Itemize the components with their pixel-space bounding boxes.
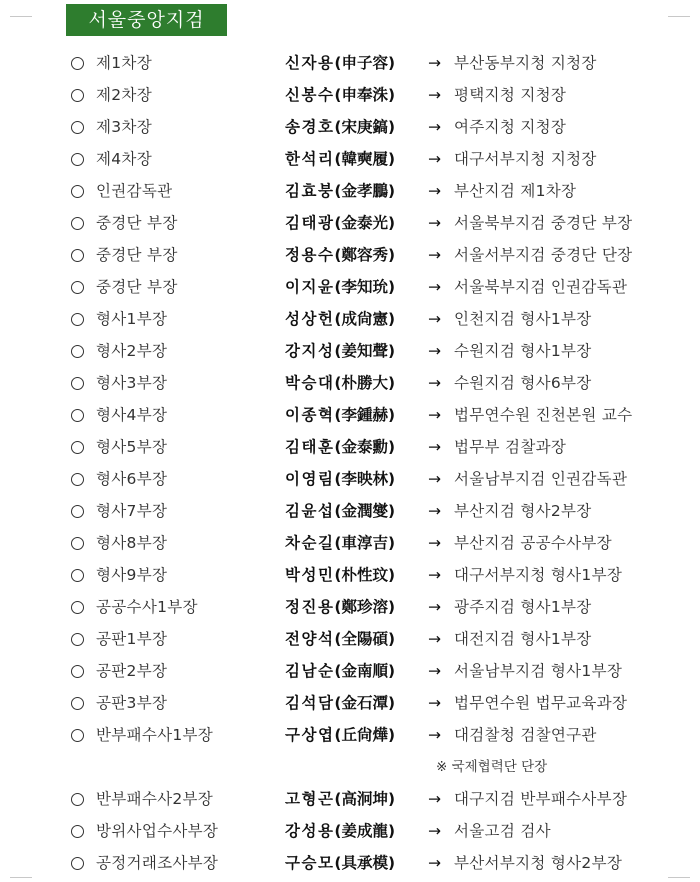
current-position: 형사6부장 [96,470,168,488]
list-item [0,464,700,496]
current-position: 공공수사1부장 [96,598,198,616]
circle-bullet-icon [71,697,84,710]
new-position: 부산서부지청 형사2부장 [454,854,623,872]
circle-bullet-icon [71,249,84,262]
new-position: 서울서부지검 중경단 단장 [454,246,633,264]
person-name-hanja: (李鍾赫) [334,406,396,424]
person-name-hanja: (具承模) [334,854,396,872]
circle-bullet-icon [71,185,84,198]
current-position: 반부패수사1부장 [96,726,214,744]
right-arrow-icon: → [428,182,441,200]
list-item [0,304,700,336]
list-item [0,656,700,688]
right-arrow-icon: → [428,630,441,648]
current-position: 제3차장 [96,118,152,136]
person-name [285,244,395,266]
right-arrow-icon: → [428,598,441,616]
right-arrow-icon: → [428,118,441,136]
person-name-hanja: (朴勝大) [334,374,396,392]
person-name-hangul: 강지성 [285,342,335,360]
person-name-hanja: (金潤燮) [334,502,396,520]
person-name [285,468,395,490]
circle-bullet-icon [71,857,84,870]
person-name-hangul: 신자용 [285,54,335,72]
current-position: 형사5부장 [96,438,168,456]
new-position: 서울남부지검 형사1부장 [454,662,623,680]
new-position: 대구지검 반부패수사부장 [454,790,628,808]
person-name [285,340,395,362]
right-arrow-icon: → [428,438,441,456]
person-name-hangul: 한석리 [285,150,335,168]
list-item [0,48,700,80]
person-name-hanja: (鄭容秀) [334,246,396,264]
person-name [285,788,395,810]
new-position: 대검찰청 검찰연구관 [454,726,597,744]
circle-bullet-icon [71,473,84,486]
list-item [0,592,700,624]
new-position: 법무연수원 법무교육과장 [454,694,628,712]
person-name [285,532,395,554]
list-item [0,848,700,880]
person-name [285,308,395,330]
current-position: 인권감독관 [96,182,173,200]
right-arrow-icon: → [428,54,441,72]
circle-bullet-icon [71,377,84,390]
new-position: 부산지검 제1차장 [454,182,577,200]
current-position: 공판3부장 [96,694,168,712]
current-position: 형사8부장 [96,534,168,552]
person-name [285,52,395,74]
right-arrow-icon: → [428,822,441,840]
current-position: 제2차장 [96,86,152,104]
right-arrow-icon: → [428,790,441,808]
corner-mark [10,16,32,17]
circle-bullet-icon [71,409,84,422]
person-name [285,564,395,586]
person-name-hangul: 정진용 [285,598,335,616]
person-name-hangul: 김윤섭 [285,502,335,520]
circle-bullet-icon [71,793,84,806]
person-name-hangul: 강성용 [285,822,335,840]
list-item [0,528,700,560]
circle-bullet-icon [71,121,84,134]
current-position: 제1차장 [96,54,152,72]
person-name [285,404,395,426]
person-name-hanja: (金孝鵬) [334,182,396,200]
circle-bullet-icon [71,537,84,550]
list-item [0,432,700,464]
person-name-hangul: 박성민 [285,566,335,584]
list-item [0,816,700,848]
list-item [0,112,700,144]
person-name [285,212,395,234]
person-name-hanja: (申子容) [334,54,396,72]
current-position: 형사2부장 [96,342,168,360]
list-item [0,720,700,752]
person-name-hanja: (姜成龍) [334,822,396,840]
list-item [0,784,700,816]
person-name [285,180,395,202]
circle-bullet-icon [71,633,84,646]
right-arrow-icon: → [428,214,441,232]
person-name-hangul: 구상엽 [285,726,335,744]
person-name [285,692,395,714]
person-name [285,820,395,842]
person-name [285,436,395,458]
person-name-hanja: (金南順) [334,662,396,680]
list-item [0,176,700,208]
person-name-hangul: 신봉수 [285,86,335,104]
list-item [0,624,700,656]
new-position: 대구서부지청 지청장 [454,150,597,168]
person-name-hangul: 송경호 [285,118,335,136]
person-name-hanja: (韓奭履) [334,150,396,168]
person-name-hanja: (車淳吉) [334,534,396,552]
person-name [285,116,395,138]
circle-bullet-icon [71,153,84,166]
new-position: 부산지검 형사2부장 [454,502,592,520]
right-arrow-icon: → [428,662,441,680]
person-name-hangul: 김태광 [285,214,335,232]
right-arrow-icon: → [428,246,441,264]
circle-bullet-icon [71,825,84,838]
current-position: 공정거래조사부장 [96,854,219,872]
circle-bullet-icon [71,601,84,614]
right-arrow-icon: → [428,566,441,584]
circle-bullet-icon [71,729,84,742]
section-title: 서울중앙지검 [66,4,227,36]
right-arrow-icon: → [428,502,441,520]
person-name-hanja: (申奉洙) [334,86,396,104]
personnel-list [0,48,700,880]
person-name-hangul: 전양석 [285,630,335,648]
new-position: 여주지청 지청장 [454,118,567,136]
list-item [0,208,700,240]
new-position: 서울남부지검 인권감독관 [454,470,628,488]
circle-bullet-icon [71,217,84,230]
new-position: 평택지청 지청장 [454,86,567,104]
current-position: 형사3부장 [96,374,168,392]
circle-bullet-icon [71,441,84,454]
list-item [0,144,700,176]
circle-bullet-icon [71,281,84,294]
list-item [0,496,700,528]
new-position: 법무연수원 진천본원 교수 [454,406,633,424]
list-item [0,80,700,112]
right-arrow-icon: → [428,406,441,424]
current-position: 중경단 부장 [96,278,178,296]
person-name-hanja: (李映林) [334,470,396,488]
circle-bullet-icon [71,569,84,582]
person-name-hanja: (全陽碩) [334,630,396,648]
person-name [285,148,395,170]
right-arrow-icon: → [428,278,441,296]
list-item [0,240,700,272]
person-name-hangul: 정용수 [285,246,335,264]
right-arrow-icon: → [428,310,441,328]
person-name [285,276,395,298]
person-name-hangul: 박승대 [285,374,335,392]
person-name-hanja: (金石潭) [334,694,396,712]
person-name [285,628,395,650]
circle-bullet-icon [71,505,84,518]
person-name-hanja: (朴性玟) [334,566,396,584]
person-name-hanja: (金泰勳) [334,438,396,456]
corner-mark [668,16,690,17]
current-position: 형사1부장 [96,310,168,328]
right-arrow-icon: → [428,470,441,488]
right-arrow-icon: → [428,854,441,872]
person-name-hanja: (宋庚鎬) [334,118,396,136]
current-position: 형사7부장 [96,502,168,520]
person-name [285,852,395,874]
current-position: 중경단 부장 [96,246,178,264]
person-name-hanja: (丘尙燁) [334,726,396,744]
right-arrow-icon: → [428,86,441,104]
current-position: 방위사업수사부장 [96,822,219,840]
person-name-hanja: (成尙憲) [334,310,396,328]
circle-bullet-icon [71,665,84,678]
person-name-hangul: 이영림 [285,470,335,488]
new-position: 수원지검 형사1부장 [454,342,592,360]
list-item [0,400,700,432]
right-arrow-icon: → [428,726,441,744]
person-name [285,724,395,746]
person-name-hangul: 구승모 [285,854,335,872]
person-name-hangul: 이종혁 [285,406,335,424]
person-name-hanja: (李知玧) [334,278,396,296]
new-position: 수원지검 형사6부장 [454,374,592,392]
person-name-hangul: 김효붕 [285,182,335,200]
new-position: 인천지검 형사1부장 [454,310,592,328]
current-position: 제4차장 [96,150,152,168]
current-position: 형사4부장 [96,406,168,424]
person-name-hanja: (鄭珍溶) [334,598,396,616]
person-name-hangul: 성상헌 [285,310,335,328]
new-position: 서울고검 검사 [454,822,551,840]
right-arrow-icon: → [428,374,441,392]
new-position: 부산지검 공공수사부장 [454,534,612,552]
person-name [285,372,395,394]
person-name-hanja: (姜知聲) [334,342,396,360]
person-name-hangul: 김석담 [285,694,335,712]
person-name [285,84,395,106]
right-arrow-icon: → [428,150,441,168]
circle-bullet-icon [71,57,84,70]
new-position: 법무부 검찰과장 [454,438,567,456]
person-name [285,500,395,522]
person-name-hanja: (高泂坤) [334,790,396,808]
circle-bullet-icon [71,313,84,326]
current-position: 반부패수사2부장 [96,790,214,808]
list-item [0,272,700,304]
person-name-hangul: 김태훈 [285,438,335,456]
new-position: 서울북부지검 인권감독관 [454,278,628,296]
person-name-hangul: 차순길 [285,534,335,552]
new-position: 대전지검 형사1부장 [454,630,592,648]
person-name-hangul: 이지윤 [285,278,335,296]
person-name [285,660,395,682]
new-position: 서울북부지검 중경단 부장 [454,214,633,232]
person-name-hanja: (金泰光) [334,214,396,232]
right-arrow-icon: → [428,342,441,360]
note-row [0,752,700,784]
person-name-hangul: 고형곤 [285,790,335,808]
right-arrow-icon: → [428,534,441,552]
additional-duty-note: ※ 국제협력단 단장 [436,759,548,775]
person-name-hangul: 김남순 [285,662,335,680]
list-item [0,368,700,400]
list-item [0,688,700,720]
new-position: 대구서부지청 형사1부장 [454,566,623,584]
current-position: 공판2부장 [96,662,168,680]
circle-bullet-icon [71,89,84,102]
current-position: 형사9부장 [96,566,168,584]
person-name [285,596,395,618]
list-item [0,560,700,592]
right-arrow-icon: → [428,694,441,712]
new-position: 광주지검 형사1부장 [454,598,592,616]
current-position: 공판1부장 [96,630,168,648]
current-position: 중경단 부장 [96,214,178,232]
circle-bullet-icon [71,345,84,358]
list-item [0,336,700,368]
new-position: 부산동부지청 지청장 [454,54,597,72]
